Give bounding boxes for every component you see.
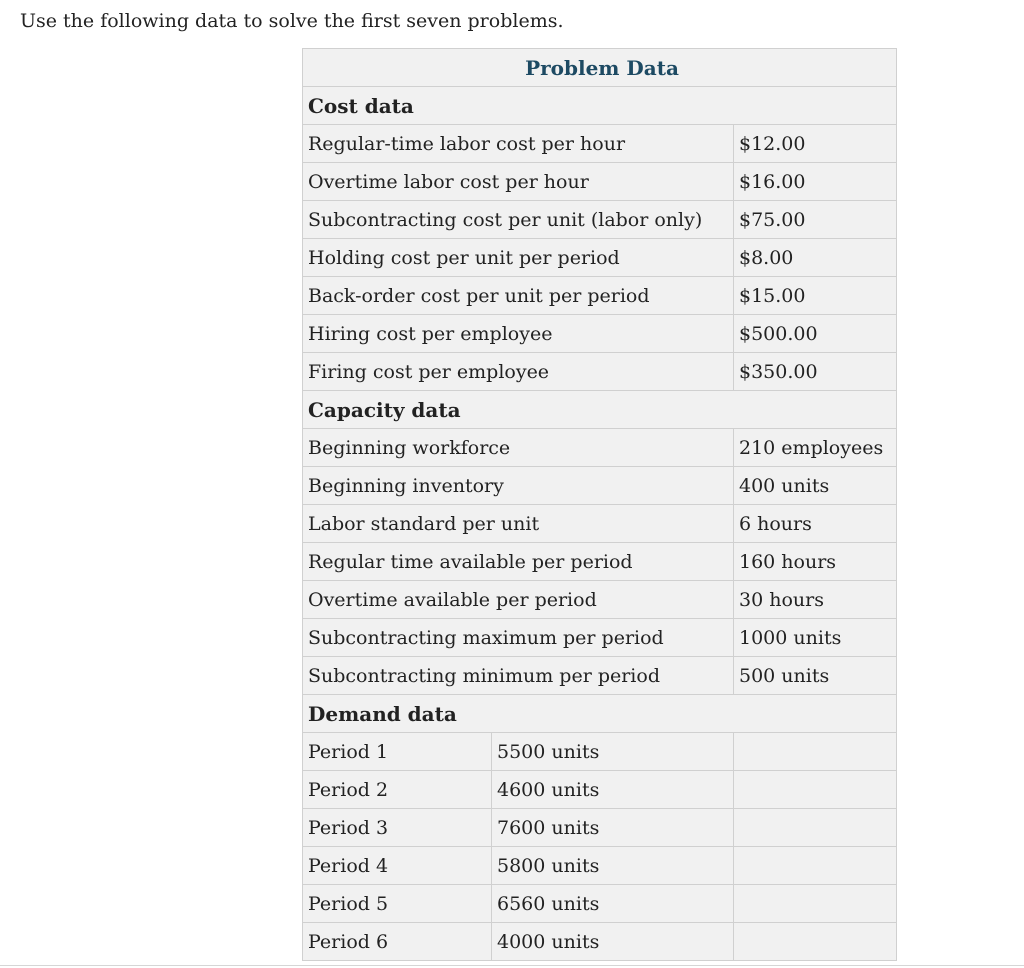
capacity-value: 6 hours (734, 505, 897, 543)
cost-section-header: Cost data (303, 87, 897, 125)
demand-value: 5500 units (492, 733, 734, 771)
empty-cell (734, 923, 897, 961)
table-row (303, 353, 897, 391)
table-row (303, 201, 897, 239)
table-row (303, 847, 897, 885)
cost-label: Firing cost per employee (303, 353, 734, 391)
demand-period: Period 3 (303, 809, 492, 847)
capacity-label: Subcontracting minimum per period (303, 657, 734, 695)
capacity-section-header: Capacity data (303, 391, 897, 429)
capacity-value: 400 units (734, 467, 897, 505)
cost-label: Regular-time labor cost per hour (303, 125, 734, 163)
capacity-label: Beginning workforce (303, 429, 734, 467)
capacity-label: Labor standard per unit (303, 505, 734, 543)
capacity-value: 500 units (734, 657, 897, 695)
cost-value: $16.00 (734, 163, 897, 201)
cost-label: Hiring cost per employee (303, 315, 734, 353)
table-row (303, 277, 897, 315)
demand-period: Period 2 (303, 771, 492, 809)
table-row (303, 239, 897, 277)
capacity-value: 1000 units (734, 619, 897, 657)
capacity-label: Overtime available per period (303, 581, 734, 619)
cost-label: Overtime labor cost per hour (303, 163, 734, 201)
cost-label: Back-order cost per unit per period (303, 277, 734, 315)
capacity-label: Subcontracting maximum per period (303, 619, 734, 657)
demand-value: 4000 units (492, 923, 734, 961)
cost-value: $350.00 (734, 353, 897, 391)
table-row (303, 315, 897, 353)
cost-value: $15.00 (734, 277, 897, 315)
table-row (303, 809, 897, 847)
table-row (303, 543, 897, 581)
empty-cell (734, 809, 897, 847)
table-title: Problem Data (303, 49, 897, 87)
cost-value: $8.00 (734, 239, 897, 277)
demand-value: 6560 units (492, 885, 734, 923)
demand-section-header: Demand data (303, 695, 897, 733)
capacity-value: 160 hours (734, 543, 897, 581)
bottom-divider (0, 965, 1024, 966)
empty-cell (734, 733, 897, 771)
cost-label: Subcontracting cost per unit (labor only) (303, 201, 734, 239)
table-title-row (303, 49, 897, 87)
table-row (303, 505, 897, 543)
table-row (303, 923, 897, 961)
empty-cell (734, 847, 897, 885)
demand-period: Period 4 (303, 847, 492, 885)
table-row (303, 467, 897, 505)
cost-value: $500.00 (734, 315, 897, 353)
table-row (303, 657, 897, 695)
section-row (303, 391, 897, 429)
demand-period: Period 6 (303, 923, 492, 961)
section-row (303, 87, 897, 125)
section-row (303, 695, 897, 733)
table-row (303, 429, 897, 467)
table-row (303, 163, 897, 201)
demand-period: Period 5 (303, 885, 492, 923)
capacity-label: Regular time available per period (303, 543, 734, 581)
capacity-value: 30 hours (734, 581, 897, 619)
empty-cell (734, 771, 897, 809)
intro-text: Use the following data to solve the first seven problems. (20, 10, 564, 32)
cost-value: $75.00 (734, 201, 897, 239)
demand-period: Period 1 (303, 733, 492, 771)
demand-value: 7600 units (492, 809, 734, 847)
capacity-label: Beginning inventory (303, 467, 734, 505)
table-row (303, 885, 897, 923)
cost-value: $12.00 (734, 125, 897, 163)
table-row (303, 619, 897, 657)
demand-value: 4600 units (492, 771, 734, 809)
demand-value: 5800 units (492, 847, 734, 885)
table-row (303, 771, 897, 809)
problem-data-table (302, 48, 897, 961)
empty-cell (734, 885, 897, 923)
table-row (303, 125, 897, 163)
cost-label: Holding cost per unit per period (303, 239, 734, 277)
table-row (303, 581, 897, 619)
capacity-value: 210 employees (734, 429, 897, 467)
table-row (303, 733, 897, 771)
